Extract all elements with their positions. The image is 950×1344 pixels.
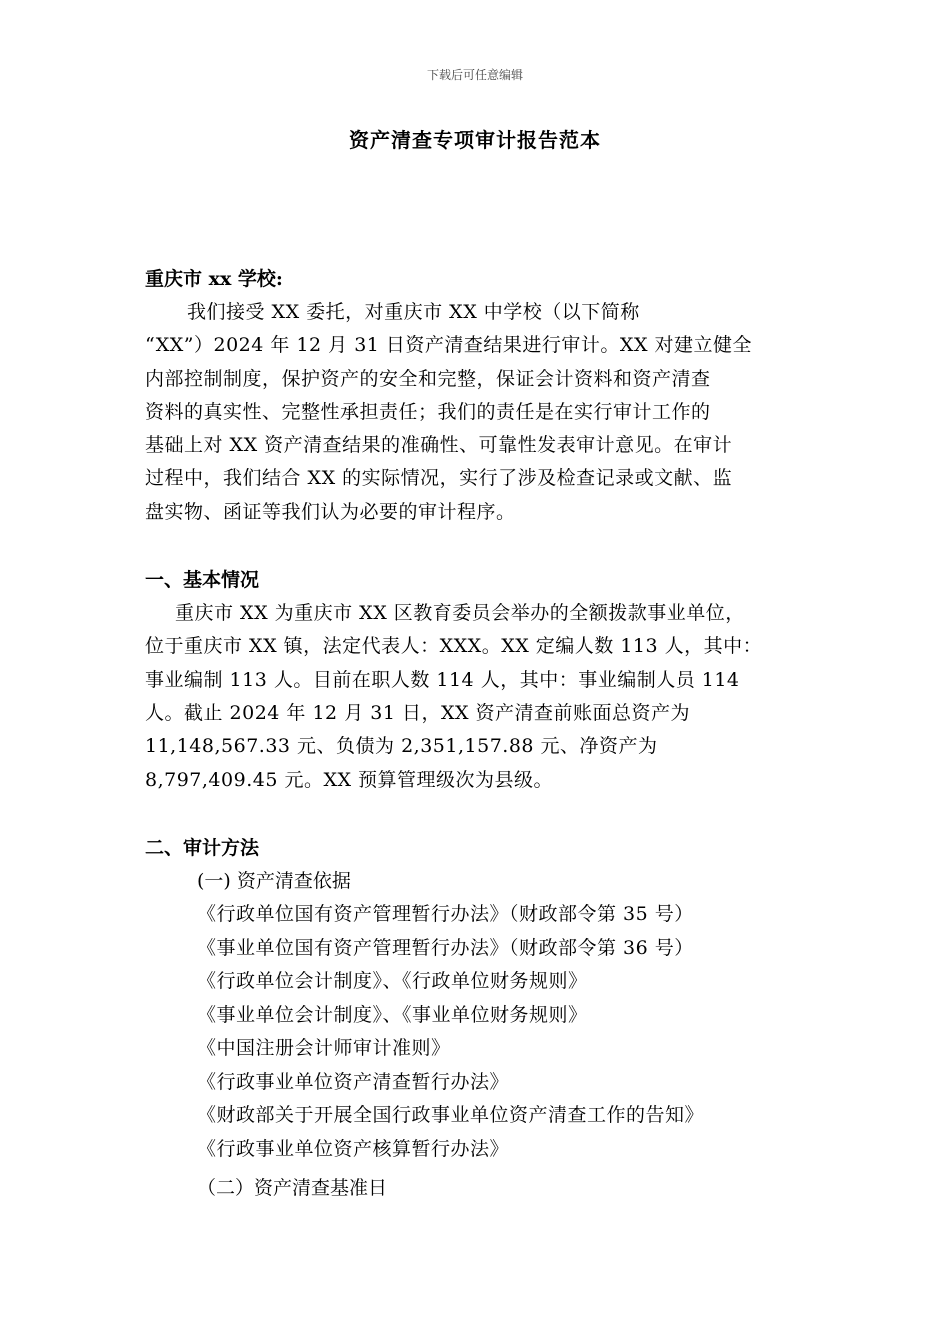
header-note: 下载后可任意编辑 xyxy=(426,68,523,82)
intro-line: 内部控制制度，保护资产的安全和完整，保证会计资料和资产清查 xyxy=(145,367,711,390)
basic-info-line: 人。截止 2024 年 12 月 31 日，XX 资产清查前账面总资产为 xyxy=(145,701,691,724)
sub-heading-base-date: （二）资产清查基准日 xyxy=(197,1177,388,1200)
intro-paragraph xyxy=(145,296,810,529)
basic-info-line: 11,148,567.33 元、负债为 2,351,157.88 元、净资产为 xyxy=(145,735,658,758)
basic-info-paragraph xyxy=(145,597,810,797)
basis-item: 《行政单位国有资产管理暂行办法》（财政部令第 35 号） xyxy=(197,903,694,926)
basic-info-line: 位于重庆市 XX 镇，法定代表人：XXX。XX 定编人数 113 人，其中： xyxy=(145,635,763,658)
basis-item: 《行政事业单位资产核算暂行办法》 xyxy=(197,1137,510,1160)
basis-item: 《中国注册会计师审计准则》 xyxy=(197,1037,451,1060)
basic-info-line: 重庆市 XX 为重庆市 XX 区教育委员会举办的全额拨款事业单位， xyxy=(175,602,745,625)
basic-info-line: 事业编制 113 人。目前在职人数 114 人，其中：事业编制人员 114 xyxy=(145,668,740,691)
basis-item: 《行政单位会计制度》、《行政单位财务规则》 xyxy=(197,970,588,993)
intro-line: 基础上对 XX 资产清查结果的准确性、可靠性发表审计意见。在审计 xyxy=(145,434,733,457)
basic-info-line: 8,797,409.45 元。XX 预算管理级次为县级。 xyxy=(145,768,554,791)
salutation: 重庆市 xx 学校: xyxy=(145,268,283,290)
intro-line: 我们接受 XX 委托，对重庆市 XX 中学校（以下简称 xyxy=(187,301,640,323)
intro-line: “XX”）2024 年 12 月 31 日资产清查结果进行审计。XX 对建立健全 xyxy=(145,334,753,357)
document-body xyxy=(145,262,810,1206)
intro-line: 盘实物、函证等我们认为必要的审计程序。 xyxy=(145,500,516,523)
document-title: 资产清查专项审计报告范本 xyxy=(349,128,601,152)
basis-item: 《事业单位会计制度》、《事业单位财务规则》 xyxy=(197,1003,588,1026)
basis-list xyxy=(145,898,810,1166)
intro-line: 资料的真实性、完整性承担责任；我们的责任是在实行审计工作的 xyxy=(145,400,711,423)
basis-item: 《事业单位国有资产管理暂行办法》（财政部令第 36 号） xyxy=(197,936,694,959)
intro-line: 过程中，我们结合 XX 的实际情况，实行了涉及检查记录或文献、监 xyxy=(145,467,733,490)
sub-heading-basis: (一) 资产清查依据 xyxy=(197,869,351,892)
basis-item: 《行政事业单位资产清查暂行办法》 xyxy=(197,1070,510,1093)
section-heading-audit-method: 二、审计方法 xyxy=(145,836,260,859)
section-heading-basic-info: 一、基本情况 xyxy=(145,569,260,592)
basis-item: 《财政部关于开展全国行政事业单位资产清查工作的告知》 xyxy=(197,1104,705,1127)
